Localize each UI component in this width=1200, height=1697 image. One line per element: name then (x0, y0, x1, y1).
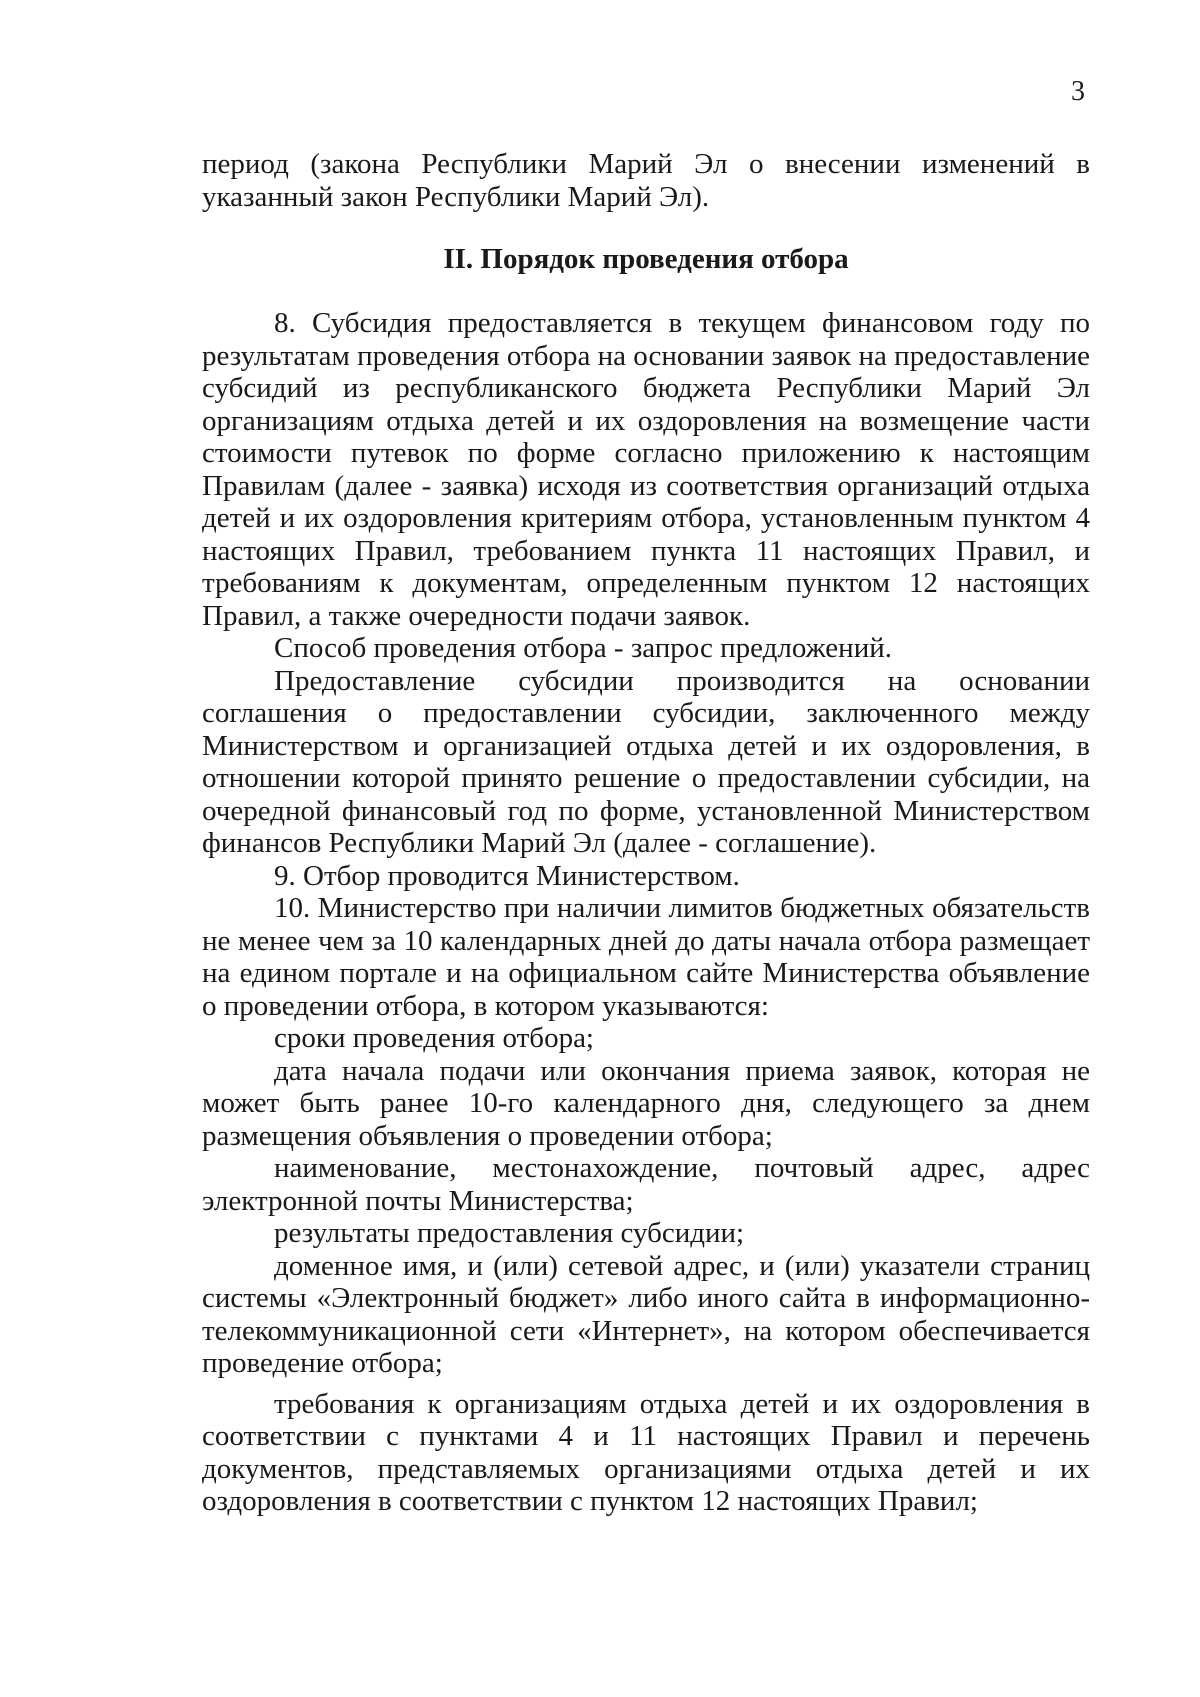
paragraph-item-10: 10. Министерство при наличии лимитов бюджетных обязательств не менее чем за 10 календарных дней до даты начала отбора размещает на едином портале и на официальном сайте Министерства объявление о проведении отбора, в котором указываются: (202, 892, 1090, 1022)
list-item-deadlines: сроки проведения отбора; (274, 1022, 594, 1054)
list-item-requirements: требования к организациям отдыха детей и их оздоровления в соответствии с пунктами 4 и 11 настоящих Правил и перечень документов, представляемых организациями отдыха детей и их оздоровления в соответствии с пунктом 12 настоящих Правил; (202, 1387, 1090, 1517)
list-item-results: результаты предоставления субсидии; (274, 1217, 745, 1249)
paragraph-agreement: Предоставление субсидии производится на основании соглашения о предоставлении субсидии, заключенного между Министерством и организацией отдыха детей и их оздоровления, в отношении которой принято решение о предоставлении субсидии, на очередной финансовый год по форме, установленной Министерством финансов Республики Марий Эл (далее - соглашение). (202, 664, 1090, 859)
paragraph-item-8: 8. Субсидия предоставляется в текущем финансовом году по результатам проведения отбора на основании заявок на предоставление субсидий из республиканского бюджета Республики Марий Эл организациям отдыха детей и их оздоровления на возмещение части стоимости путевок по форме согласно приложению к настоящим Правилам (далее - заявка) исходя из соответствия организаций отдыха детей и их оздоровления критериям отбора, установленным пунктом 4 настоящих Правил, требованием пункта 11 настоящих Правил, и требованиям к документам, определенным пунктом 12 настоящих Правил, а также очередности подачи заявок. (202, 307, 1090, 632)
list-item-start-date: дата начала подачи или окончания приема заявок, которая не может быть ранее 10-го календарного дня, следующего за днем размещения объявления о проведении отбора; (202, 1054, 1090, 1152)
paragraph-continuation: период (закона Республики Марий Эл о внесении изменений в указанный закон Республики Марий Эл). (202, 148, 1090, 213)
list-item-domain-name: доменное имя, и (или) сетевой адрес, и (или) указатели страниц системы «Электронный бюджет» либо иного сайта в информационно-телекоммуникационной сети «Интернет», на котором обеспечивается проведение отбора; (202, 1249, 1090, 1379)
paragraph-item-9: 9. Отбор проводится Министерством. (274, 859, 740, 892)
page-number: 3 (1071, 76, 1085, 107)
document-body (202, 148, 1090, 1518)
list-item-contacts: наименование, местонахождение, почтовый адрес, адрес электронной почты Министерства; (202, 1152, 1090, 1217)
section-title: II. Порядок проведения отбора (443, 243, 849, 275)
paragraph-selection-method: Способ проведения отбора - запрос предложений. (274, 632, 892, 664)
